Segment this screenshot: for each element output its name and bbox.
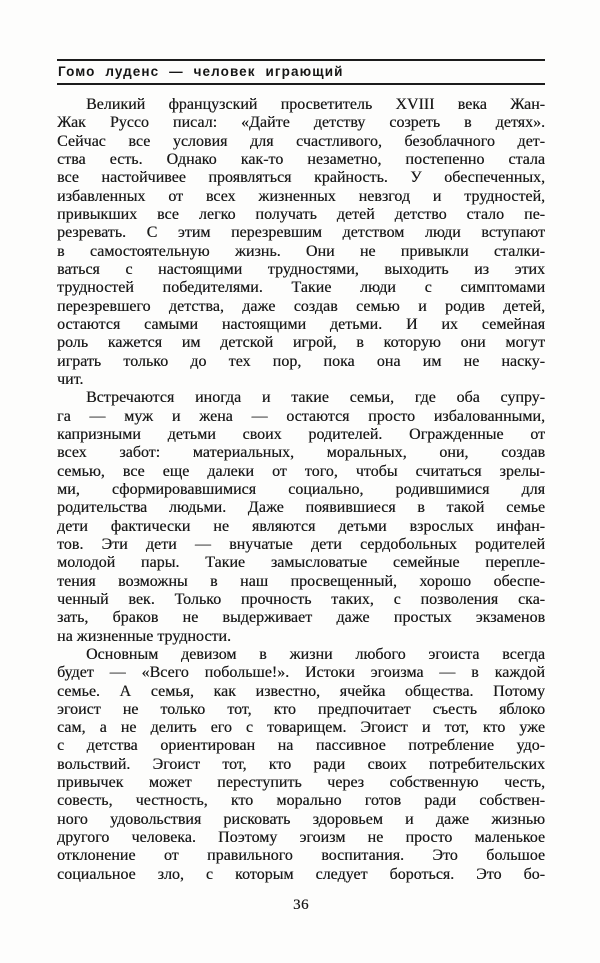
text-block xyxy=(57,59,545,914)
text-line: другого человека. Поэтому эгоизм не просто маленькое xyxy=(57,829,545,847)
running-header-title: Гомо луденс — человек играющий xyxy=(58,64,344,79)
text-line: тения возможны в наш просвещенный, хорошо обеспе- xyxy=(57,572,545,590)
text-line: на жизненные трудности. xyxy=(57,627,231,645)
text-line: семье. А семья, как известно, ячейка общества. Потому xyxy=(57,682,545,700)
text-line: Жак Руссо писал: «Дайте детству созреть в детях». xyxy=(57,114,545,132)
text-line: всех забот: материальных, моральных, они, создав xyxy=(57,444,545,462)
text-line: ченный век. Только прочность таких, с позволения ска- xyxy=(57,590,545,608)
text-line: капризными детьми своих родителей. Огражденные от xyxy=(57,425,545,443)
text-line: социальное зло, с которым следует бороться. Это бо- xyxy=(57,865,545,883)
text-line: трудностей победителями. Такие люди с симптомами xyxy=(57,279,545,297)
text-line: родительства людьми. Даже появившиеся в такой семье xyxy=(57,499,545,517)
text-line: роль кажется им детской игрой, в которую они могут xyxy=(57,334,545,352)
text-line: отклонение от правильного воспитания. Это большое xyxy=(57,847,545,865)
text-line: избавленных от всех жизненных невзгод и трудностей, xyxy=(57,187,545,205)
text-line: семью, все еще далеки от того, чтобы считаться зрелы- xyxy=(57,462,545,480)
text-line: ваться с настоящими трудностями, выходить из этих xyxy=(57,260,545,278)
text-line: ства есть. Однако как-то незаметно, постепенно стала xyxy=(57,150,545,168)
text-line: тов. Эти дети — внучатые дети сердобольных родителей xyxy=(57,535,545,553)
text-line: все настойчивее проявляться крайность. У обеспеченных, xyxy=(57,169,545,187)
text-line: в самостоятельную жизнь. Они не привыкли сталки- xyxy=(57,242,545,260)
text-line: молодой пары. Такие замысловатые семейные перепле- xyxy=(57,554,545,572)
text-line: резревать. С этим перезревшим детством люди вступают xyxy=(57,224,545,242)
text-line: остаются самыми настоящими детьми. И их семейная xyxy=(57,315,545,333)
text-line: эгоист не только тот, кто предпочитает съесть яблоко xyxy=(57,700,545,718)
text-line: совесть, честность, кто морально готов ради собствен- xyxy=(57,792,545,810)
running-header xyxy=(57,59,545,85)
text-line: перезревшего детства, даже создав семью и родив детей, xyxy=(57,297,545,315)
text-line: с детства ориентирован на пассивное потребление удо- xyxy=(57,737,545,755)
body-text xyxy=(57,96,545,884)
text-line: привыкших все легко получать детей детство стало пе- xyxy=(57,205,545,223)
text-line: дети фактически не являются детьми взрослых инфан- xyxy=(57,517,545,535)
text-line: вольствий. Эгоист тот, кто ради своих потребительских xyxy=(57,755,545,773)
page-number: 36 xyxy=(293,897,309,914)
text-line: ного удовольствия рисковать здоровьем и даже жизнью xyxy=(57,810,545,828)
text-line: зать, браков не выдерживает даже простых экзаменов xyxy=(57,609,545,627)
text-line: привычек может переступить через собственную честь, xyxy=(57,774,545,792)
text-line: Сейчас все условия для счастливого, безоблачного дет- xyxy=(57,132,545,150)
text-line: сам, а не делить его с товарищем. Эгоист и тот, кто уже xyxy=(57,719,545,737)
text-line: будет — «Всего побольше!». Истоки эгоизма — в каждой xyxy=(57,664,545,682)
text-line: Основным девизом в жизни любого эгоиста всегда xyxy=(86,645,545,663)
text-line: чит. xyxy=(57,370,84,388)
text-line: Встречаются иногда и такие семьи, где оба супру- xyxy=(86,389,545,407)
text-line: ми, сформировавшимися социально, родившимися для xyxy=(57,480,545,498)
text-line: играть только до тех пор, пока она им не наску- xyxy=(57,352,545,370)
text-line: га — муж и жена — остаются просто избалованными, xyxy=(57,407,545,425)
text-line: Великий французский просветитель XVIII века Жан- xyxy=(86,96,545,113)
